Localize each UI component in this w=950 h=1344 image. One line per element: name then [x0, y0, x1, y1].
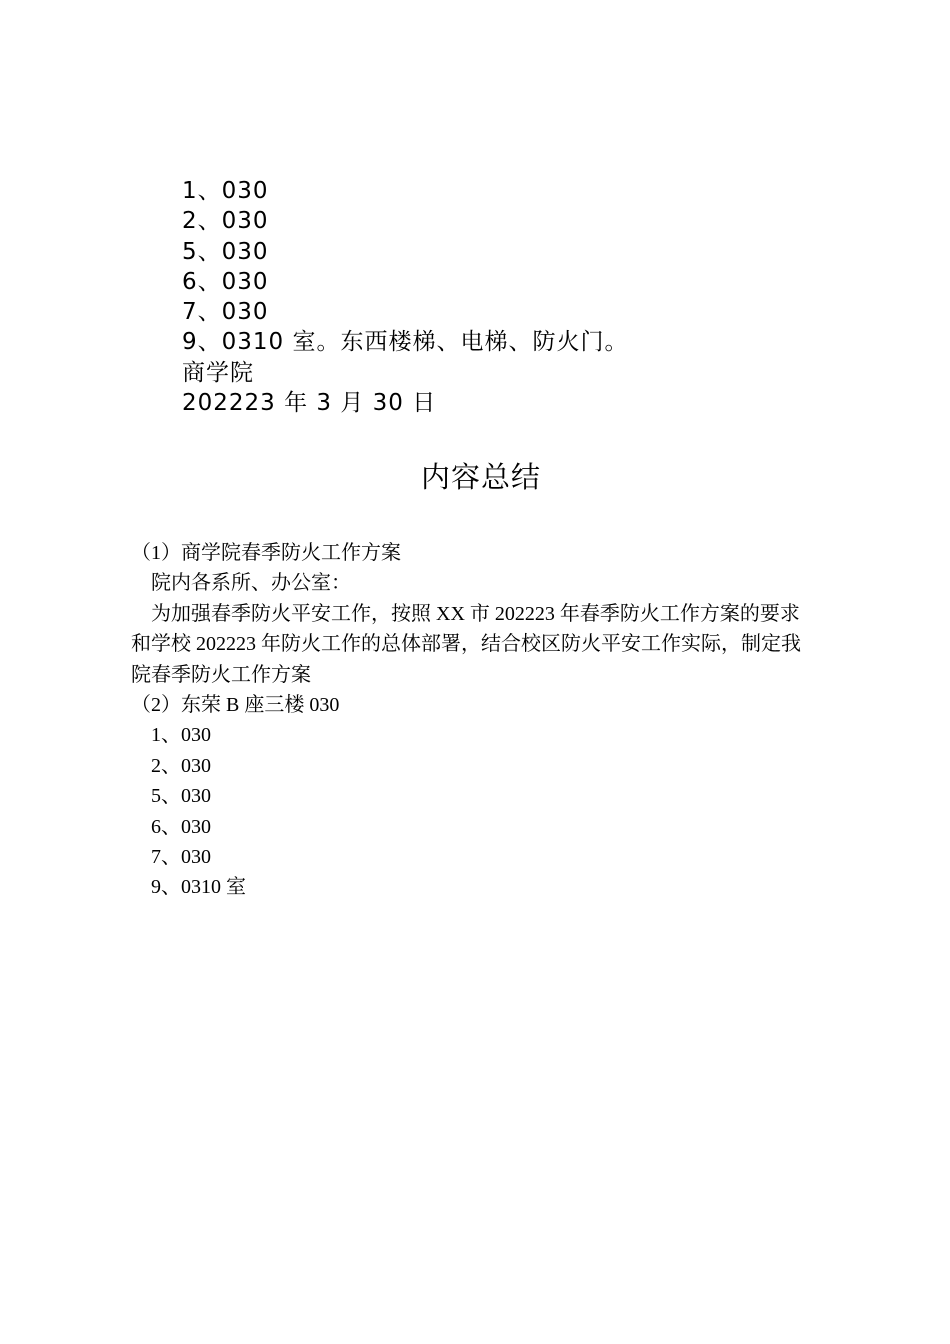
list-item: 2、030: [182, 208, 269, 235]
list-item: 5、030: [151, 785, 211, 808]
paragraph-line: 院春季防火工作方案: [131, 663, 311, 686]
summary-heading-1: （1）商学院春季防火工作方案: [131, 542, 401, 564]
list-item: 6、030: [182, 268, 269, 295]
organization-signature: 商学院: [182, 359, 254, 386]
list-item: 9、0310 室。东西楼梯、电梯、防火门。: [182, 329, 629, 356]
list-item: 9、0310 室: [151, 876, 246, 899]
list-item: 5、030: [182, 238, 269, 265]
document-date: 202223 年 3 月 30 日: [182, 390, 437, 417]
room-list-top: [182, 176, 628, 418]
list-item: 1、030: [182, 178, 269, 204]
list-item: 1、030: [151, 724, 211, 747]
paragraph-line: 为加强春季防火平安工作，按照 XX 市 202223 年春季防火工作方案的要求: [151, 602, 800, 625]
paragraph-line: 和学校 202223 年防火工作的总体部署，结合校区防火平安工作实际，制定我: [131, 633, 801, 656]
summary-section: [131, 538, 831, 903]
list-item: 2、030: [151, 754, 211, 777]
summary-title: 内容总结: [420, 460, 541, 494]
salutation: 院内各系所、办公室：: [151, 572, 351, 595]
summary-heading-2: （2）东荣 B 座三楼 030: [131, 694, 340, 717]
list-item: 7、030: [182, 299, 269, 326]
list-item: 7、030: [151, 846, 211, 869]
list-item: 6、030: [151, 815, 211, 838]
